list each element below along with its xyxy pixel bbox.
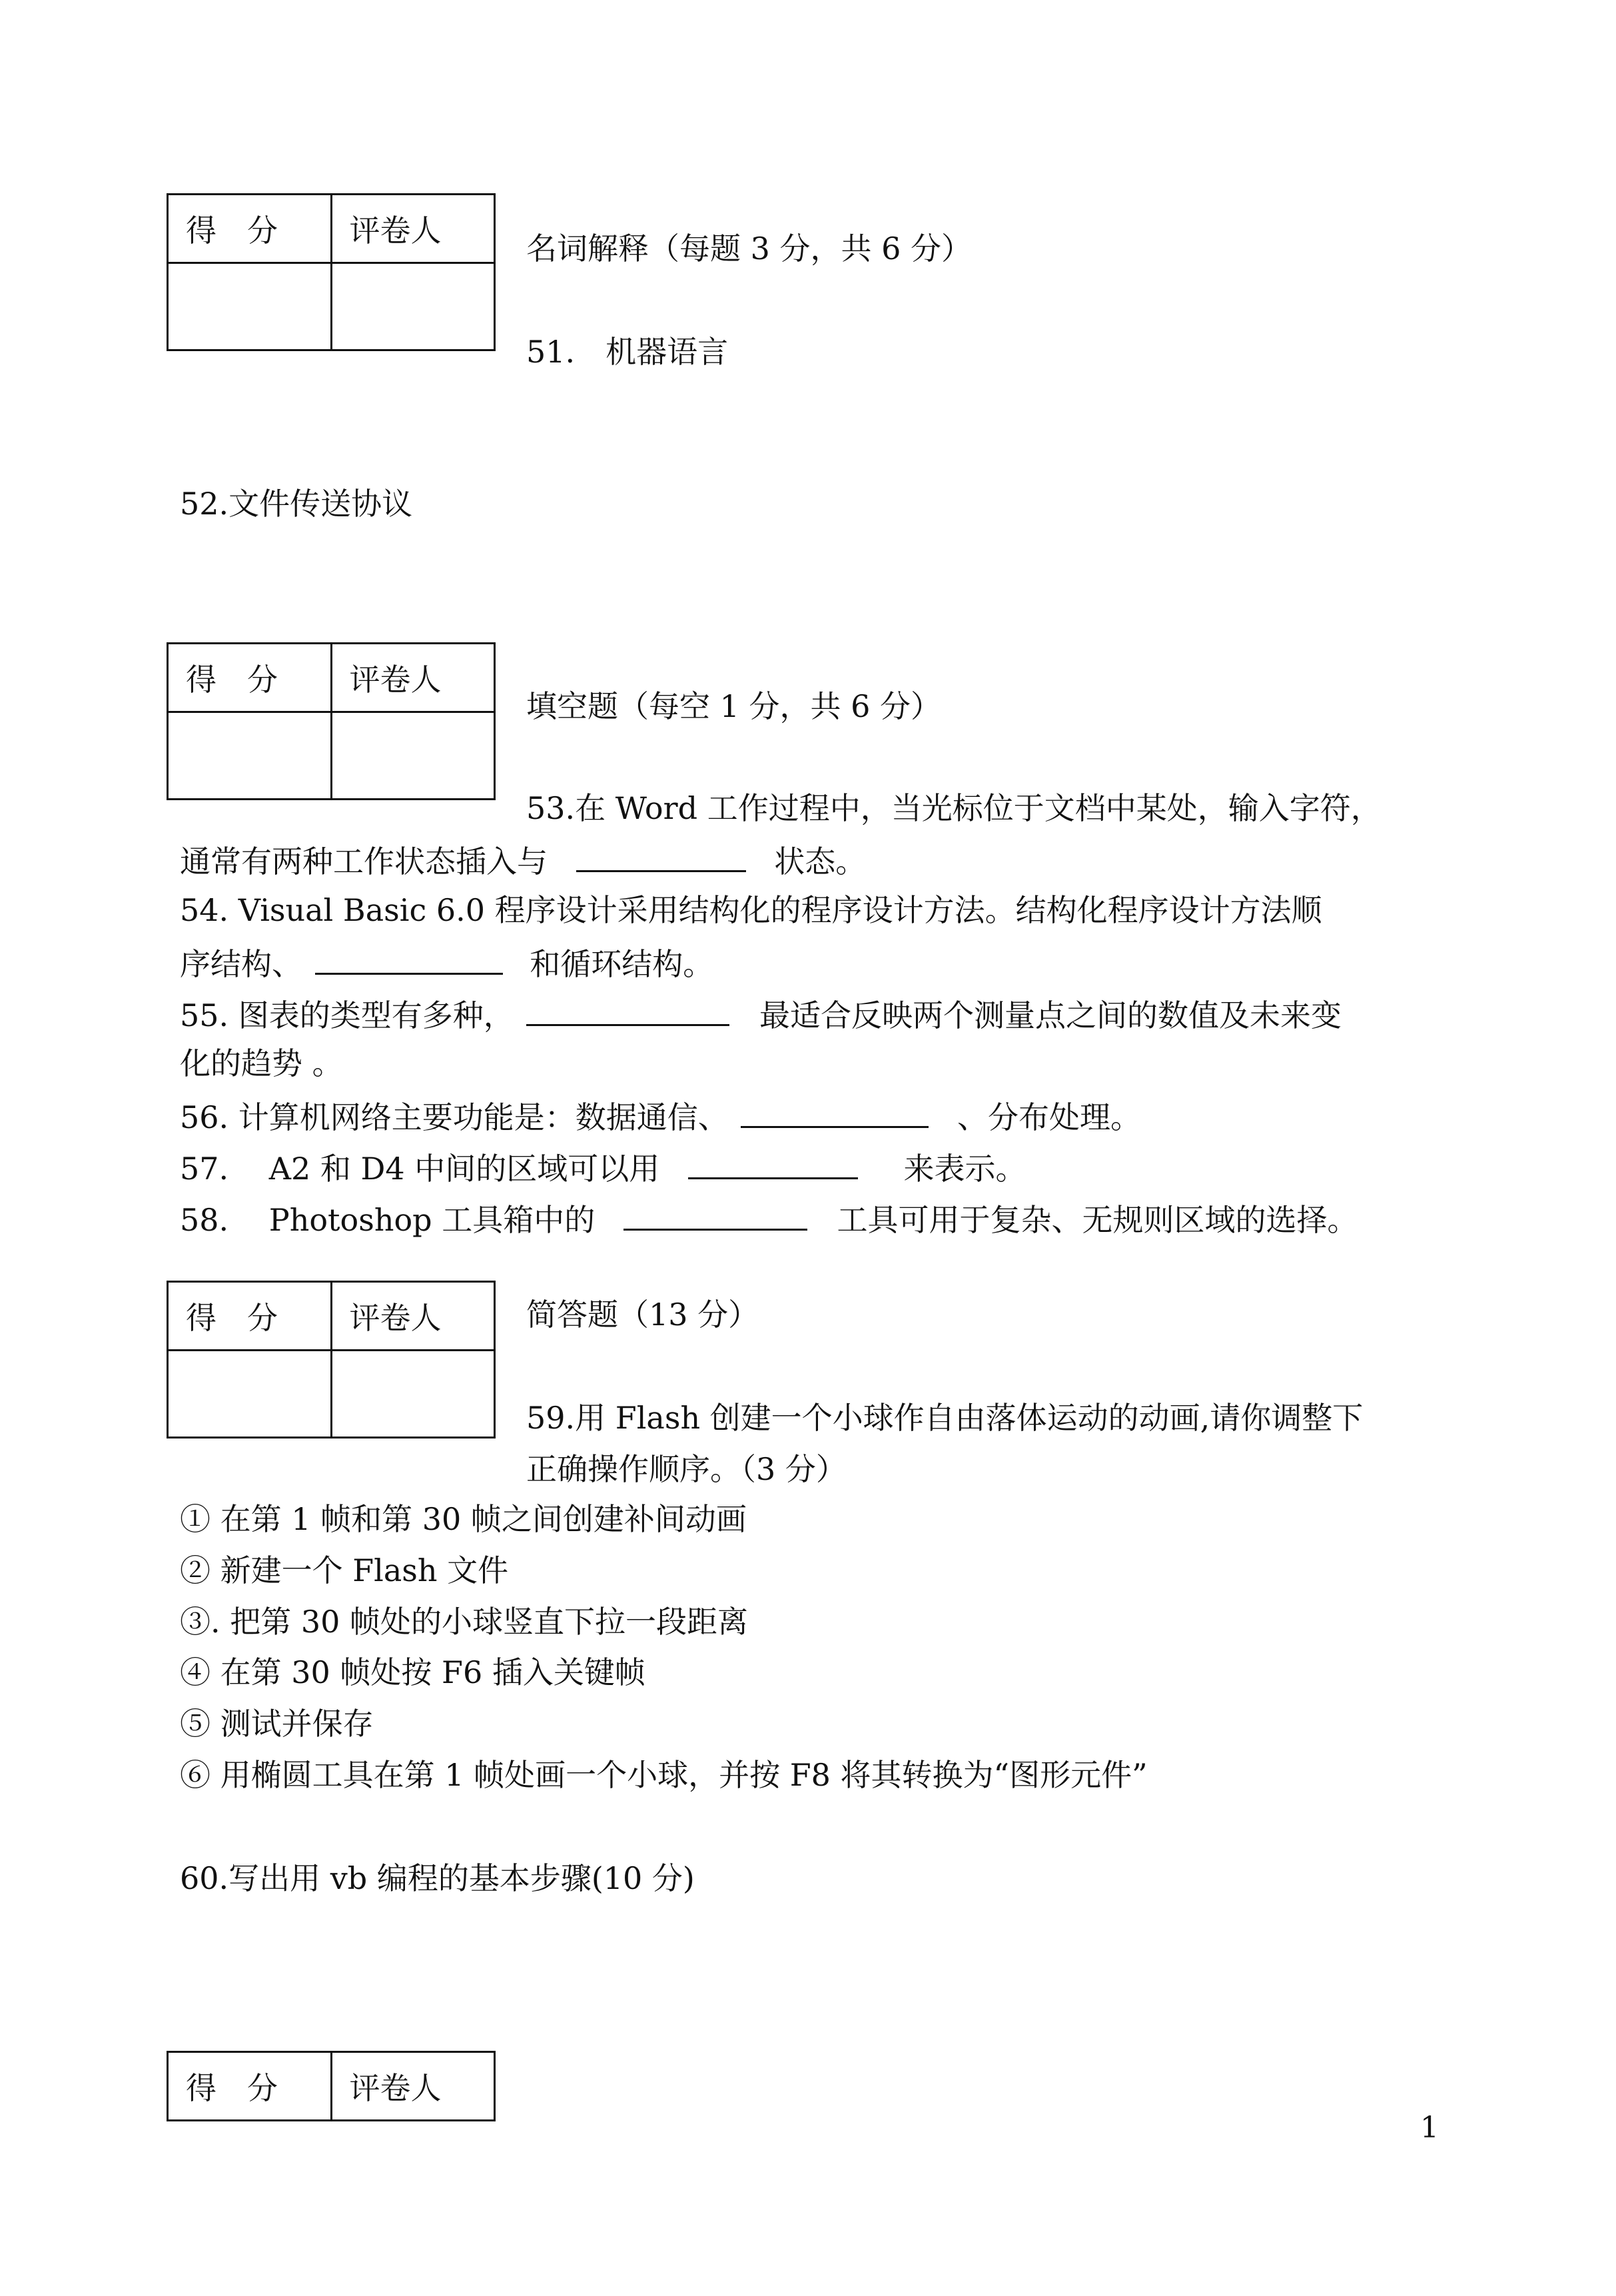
question-58 [180,1202,1358,1238]
question-51: 51. 机器语言 [526,334,729,370]
question-56 [180,1099,1141,1133]
grader-header: 评卷人 [331,1282,495,1351]
score-cell[interactable] [168,712,332,800]
score-cell[interactable] [168,263,332,350]
grading-box-4 [167,2051,496,2121]
question-53-text-end: 状态。 [774,844,867,879]
question-58-text-end: 工具可用于复杂、无规则区域的选择。 [837,1202,1358,1238]
question-54-text-end: 和循环结构。 [530,946,714,982]
section-title-definitions: 名词解释（每题 3 分，共 6 分） [526,231,973,267]
step-item-6: ⑥ 用椭圆工具在第 1 帧处画一个小球，并按 F8 将其转换为“图形元件” [180,1757,1148,1793]
grader-cell[interactable] [331,263,495,350]
grading-box-1 [167,193,496,351]
question-53-line2 [180,844,866,877]
question-60: 60.写出用 vb 编程的基本步骤(10 分) [180,1860,695,1896]
question-56-text-end: 、分布处理。 [957,1099,1142,1135]
question-55-text: 55. 图表的类型有多种， [180,997,514,1033]
question-52: 52.文件传送协议 [180,486,413,522]
step-item-4: ④ 在第 30 帧处按 F6 插入关键帧 [180,1654,645,1690]
answer-blank-55[interactable] [526,997,729,1026]
question-56-text: 56. 计算机网络主要功能是：数据通信、 [180,1099,729,1135]
score-header: 得 分 [168,1282,332,1351]
step-item-1: ① 在第 1 帧和第 30 帧之间创建补间动画 [180,1501,747,1537]
step-item-2: ② 新建一个 Flash 文件 [180,1552,509,1588]
question-58-text: 58. Photoshop 工具箱中的 [180,1202,596,1238]
answer-blank-58[interactable] [623,1202,807,1231]
question-54-line2 [180,946,714,982]
step-item-3: ③. 把第 30 帧处的小球竖直下拉一段距离 [180,1604,749,1640]
grader-header: 评卷人 [331,2052,495,2121]
question-53-line1: 53.在 Word 工作过程中，当光标位于文档中某处，输入字符， [526,790,1382,826]
step-item-5: ⑤ 测试并保存 [180,1706,374,1742]
question-57-text: 57. A2 和 D4 中间的区域可以用 [180,1151,660,1187]
score-header: 得 分 [168,195,332,263]
question-54-text: 序结构、 [180,946,302,982]
question-57-text-end: 来表示。 [903,1151,1026,1187]
grader-header: 评卷人 [331,195,495,263]
section-title-short-answer: 简答题（13 分） [526,1297,759,1333]
question-55-line1 [180,997,1342,1031]
grading-box-2 [167,642,496,800]
score-header: 得 分 [168,644,332,712]
grading-box-3 [167,1281,496,1438]
score-header: 得 分 [168,2052,332,2121]
question-57 [180,1151,1026,1187]
question-59-line2: 正确操作顺序。（3 分） [526,1451,847,1487]
question-55-line2: 化的趋势 。 [180,1045,343,1081]
question-59-line1: 59.用 Flash 创建一个小球作自由落体运动的动画,请你调整下 [526,1400,1364,1436]
answer-blank-56[interactable] [741,1099,929,1128]
section-title-fill-in: 填空题（每空 1 分，共 6 分） [526,688,942,724]
answer-blank-53[interactable] [576,844,746,872]
question-55-text-end: 最适合反映两个测量点之间的数值及未来变 [759,997,1342,1033]
page-number: 1 [1420,2111,1439,2145]
grader-header: 评卷人 [331,644,495,712]
answer-blank-57[interactable] [688,1151,858,1179]
question-53-text: 通常有两种工作状态插入与 [180,844,548,879]
grader-cell[interactable] [331,1351,495,1438]
grader-cell[interactable] [331,712,495,800]
score-cell[interactable] [168,1351,332,1438]
question-54-line1: 54. Visual Basic 6.0 程序设计采用结构化的程序设计方法。结构化程序设计方法顺 [180,892,1322,928]
answer-blank-54[interactable] [315,946,503,975]
